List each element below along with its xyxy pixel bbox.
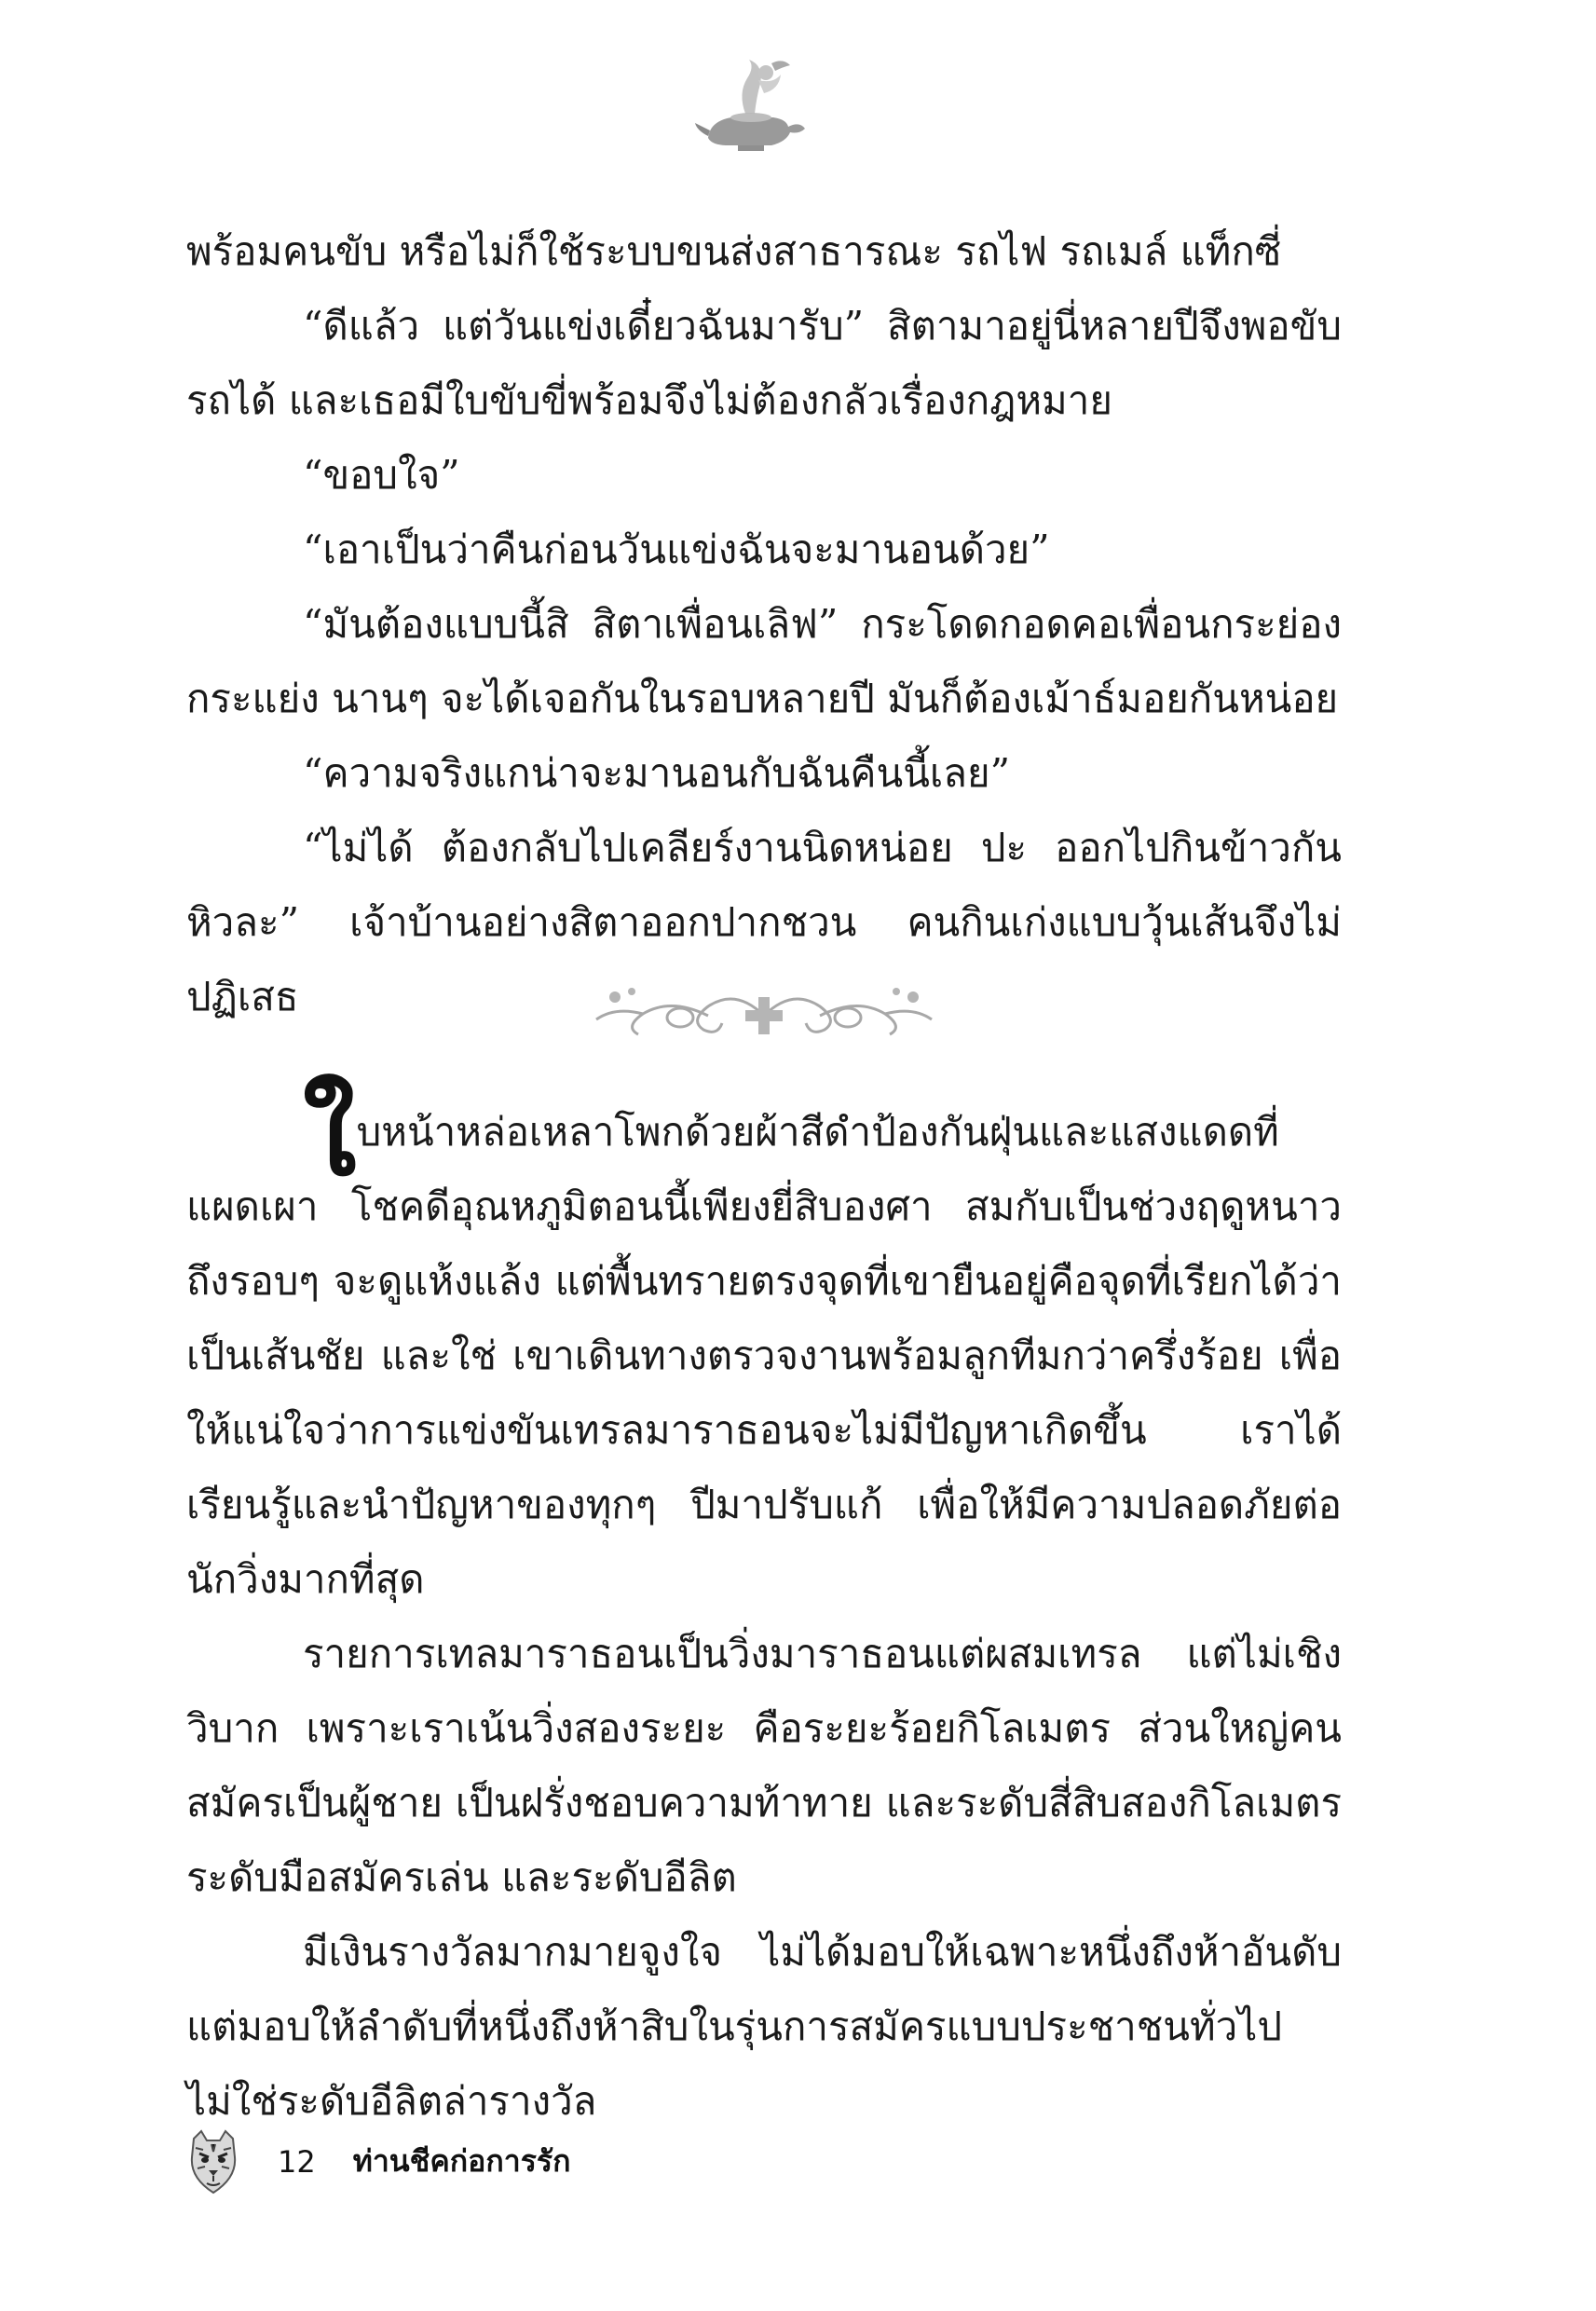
paragraph: พร้อมคนขับ หรือไม่ก็ใช้ระบบขนส่งสาธารณะ รถไฟ รถเมล์ แท็กซี่: [186, 228, 1282, 274]
paragraph: “ดีแล้ว แต่วันแข่งเดี๋ยวฉันมารับ” สิตามาอยู่นี่หลายปีจึงพอขับรถได้ และเธอมีใบขับขี่พร้อมจึงไม่ต้องกลัวเรื่องกฎหมาย: [186, 303, 1342, 423]
paragraph: “ไม่ได้ ต้องกลับไปเคลียร์งานนิดหน่อย ปะ ออกไปกินข้าวกันหิวละ” เจ้าบ้านอย่างสิตาออกปากชวน คนกินเก่งแบบวุ้นเส้นจึงไม่ปฏิเสธ: [186, 825, 1342, 1019]
paragraph-dropcap: [186, 1071, 1342, 1617]
genie-lamp-icon: [689, 56, 811, 158]
text-block-bottom: [186, 1071, 1342, 2139]
drop-cap: ใ: [303, 1071, 357, 1200]
paragraph: รายการเทลมาราธอนเป็นวิ่งมาราธอนแต่ผสมเทรล แต่ไม่เชิงวิบาก เพราะเราเน้นวิ่งสองระยะ คือระยะร้อยกิโลเมตร ส่วนใหญ่คนสมัครเป็นผู้ชาย เป็นฝรั่งชอบความท้าทาย และระดับสี่สิบสองกิโลเมตร ระดับมือสมัครเล่น และระดับอีลิต: [186, 1631, 1342, 1900]
paragraph: “มันต้องแบบนี้สิ สิตาเพื่อนเลิฟ” กระโดดกอดคอเพื่อนกระย่องกระแย่ง นานๆ จะได้เจอกันในรอบหลายปี มันก็ต้องเม้าธ์มอยกันหน่อย: [186, 601, 1342, 721]
paragraph: “เอาเป็นว่าคืนก่อนวันแข่งฉันจะมานอนด้วย”: [303, 526, 1050, 572]
page-number: 12: [278, 2143, 316, 2180]
paragraph: “ขอบใจ”: [303, 452, 460, 498]
book-title: ท่านชีคก่อการรัก: [352, 2143, 571, 2179]
text-block-top: [186, 214, 1342, 1034]
dropcap-paragraph-text: บหน้าหล่อเหลาโพกด้วยผ้าสีดำป้องกันฝุ่นและแสงแดดที่แผดเผา โชคดีอุณหภูมิตอนนี้เพียงยี่สิบองศา สมกับเป็นช่วงฤดูหนาว ถึงรอบๆ จะดูแห้งแล้ง แต่พื้นทรายตรงจุดที่เขายืนอยู่คือจุดที่เรียกได้ว่าเป็นเส้นชัย และใช่ เขาเดินทางตรวจงานพร้อมลูกทีมกว่าครึ่งร้อย เพื่อให้แน่ใจว่าการแข่งขันเทรลมาราธอนจะไม่มีปัญหาเกิดขึ้น เราได้เรียนรู้และนำปัญหาของทุกๆ ปีมาปรับแก้ เพื่อให้มีความปลอดภัยต่อนักวิ่งมากที่สุด: [186, 1109, 1342, 1602]
paragraph: มีเงินรางวัลมากมายจูงใจ ไม่ได้มอบให้เฉพาะหนึ่งถึงห้าอันดับ แต่มอบให้ลำดับที่หนึ่งถึงห้าสิบในรุ่นการสมัครแบบประชาชนทั่วไป ไม่ใช่ระดับอีลิตล่ารางวัล: [186, 1929, 1342, 2124]
paragraph: “ความจริงแกน่าจะมานอนกับฉันคืนนี้เลย”: [303, 750, 1011, 796]
tiger-head-icon: [186, 2129, 240, 2195]
floral-scroll-divider-icon: [587, 978, 941, 1053]
page-footer: [186, 2126, 570, 2196]
